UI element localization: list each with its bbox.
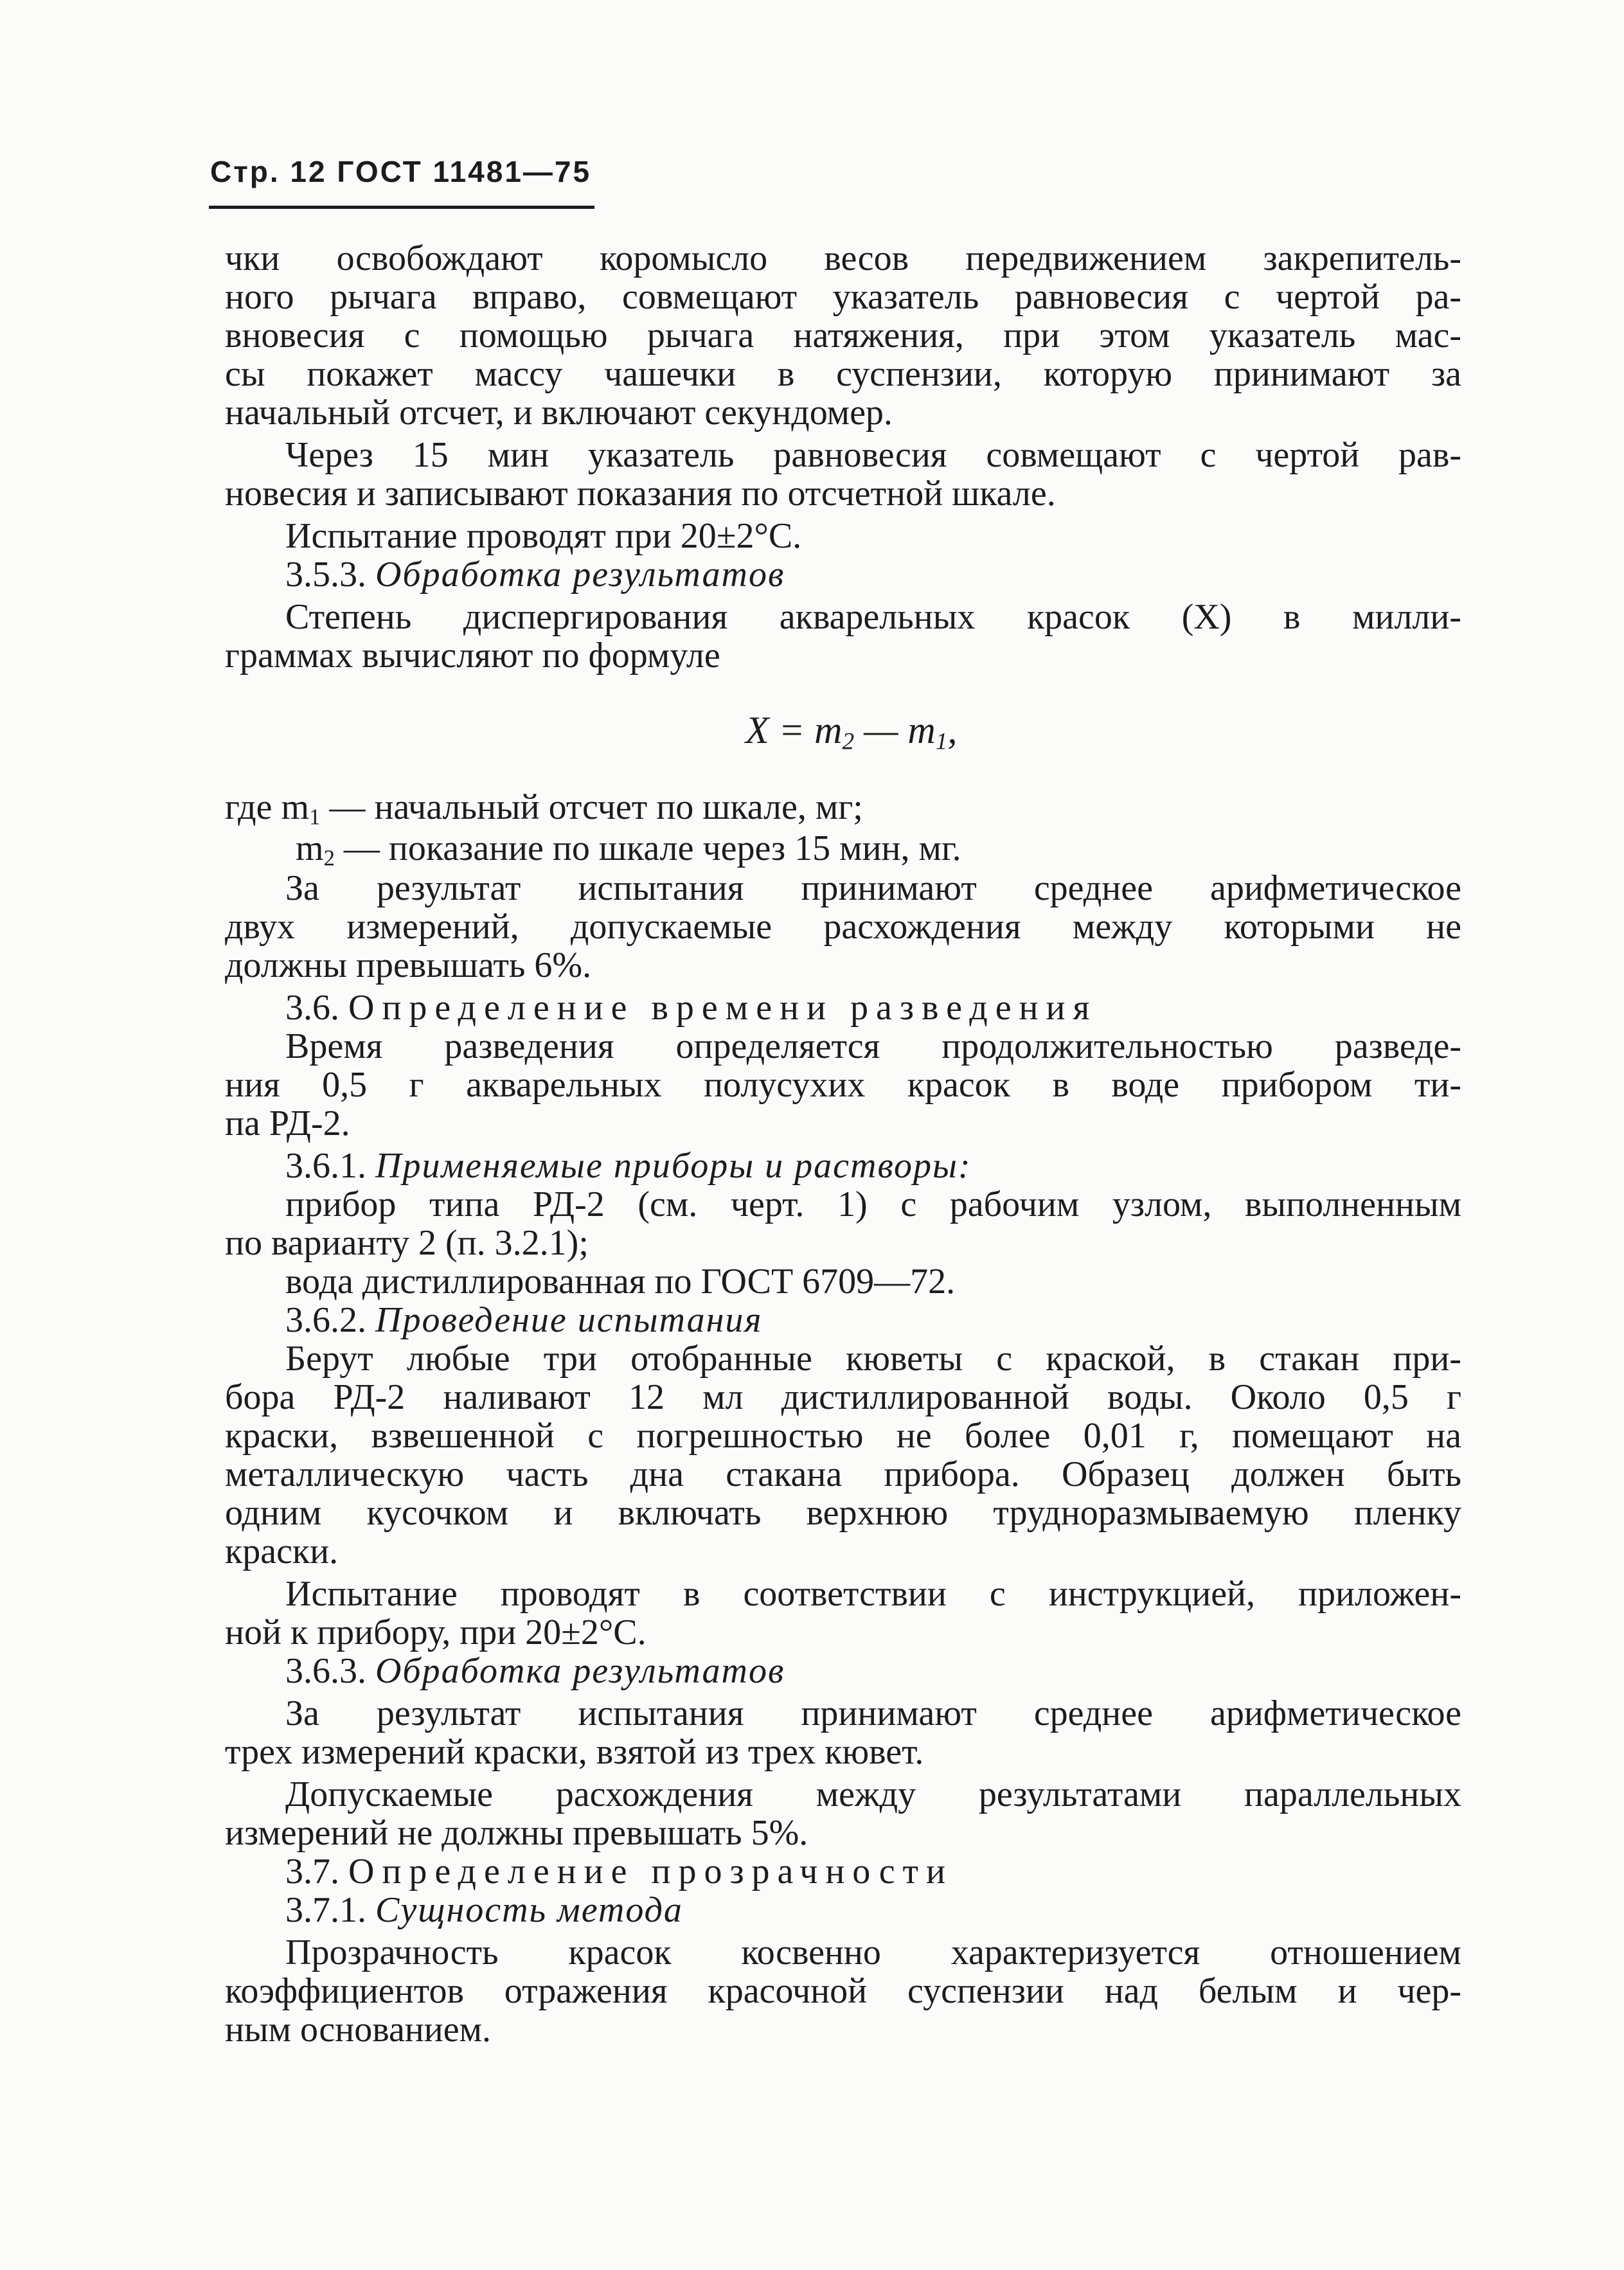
section-heading-3-7-1 — [285, 1891, 1461, 1929]
text-line: новесия и записывают показания по отсчетной шкале. — [225, 474, 1056, 514]
text-line: Берут любые три отобранные кюветы с краской, в стакан при- — [285, 1339, 1461, 1379]
section-title: Определение времени разведения — [348, 988, 1098, 1028]
text-line: сы покажет массу чашечки в суспензии, которую принимают за — [225, 354, 1461, 394]
text-line: За результат испытания принимают среднее арифметическое — [285, 868, 1461, 908]
text-line: Прозрачность красок косвенно характеризуется отношением — [285, 1933, 1461, 1972]
section-title: Обработка результатов — [375, 1651, 785, 1691]
formula-legend-m2: $m_2$ — показание по шкале через 15 мин, мг. — [296, 828, 961, 871]
section-number: 3.5.3. — [285, 555, 366, 594]
text-line: вода дистиллированная по ГОСТ 6709—72. — [285, 1262, 956, 1301]
text-line: краски, взвешенной с погрешностью не более 0,01 г, помещают на — [225, 1416, 1461, 1456]
text-line: ния 0,5 г акварельных полусухих красок в воде прибором ти- — [225, 1065, 1461, 1105]
text-line: коэффициентов отражения красочной суспензии над белым и чер- — [225, 1971, 1461, 2011]
formula-legend-m1: где $m_1$ — начальный отсчет по шкале, мг; — [225, 787, 863, 830]
text-line: должны превышать 6%. — [225, 945, 592, 985]
section-number: 3.6.1. — [285, 1146, 366, 1186]
text-line: начальный отсчет, и включают секундомер. — [225, 393, 893, 433]
text-line: одним кусочком и включать верхнюю трудноразмываемую пленку — [225, 1493, 1461, 1533]
section-number: 3.6.3. — [285, 1651, 366, 1691]
text-line: измерений не должны превышать 5%. — [225, 1813, 808, 1853]
section-number: 3.7. — [285, 1852, 339, 1891]
formula: $X = m_2$ — $m_1$, — [745, 709, 958, 755]
text-line: За результат испытания принимают среднее арифметическое — [285, 1694, 1461, 1733]
text-line: Степень диспергирования акварельных красок (X) в милли- — [285, 597, 1461, 637]
text-line: чки освобождают коромысло весов передвижением закрепитель- — [225, 238, 1461, 278]
section-title: Сущность метода — [375, 1890, 683, 1930]
text-line: краски. — [225, 1532, 339, 1571]
text-line: по варианту 2 (п. 3.2.1); — [225, 1223, 589, 1263]
section-number: 3.6.2. — [285, 1300, 366, 1340]
section-heading-3-6-1 — [285, 1147, 1461, 1185]
text-line: вновесия с помощью рычага натяжения, при этом указатель мас- — [225, 316, 1461, 355]
header-rule — [209, 206, 594, 209]
text-line: ной к прибору, при 20±2°С. — [225, 1613, 647, 1652]
text-line: Испытание проводят в соответствии с инструкцией, приложен- — [285, 1574, 1461, 1614]
text-line: па РД-2. — [225, 1104, 350, 1143]
section-title: Определение прозрачности — [348, 1852, 953, 1891]
text-line: ным основанием. — [225, 2010, 492, 2050]
text-line: двух измерений, допускаемые расхождения между которыми не — [225, 907, 1461, 947]
text-line: Через 15 мин указатель равновесия совмещают с чертой рав- — [285, 435, 1461, 475]
section-heading-3-5-3 — [285, 555, 1461, 594]
section-heading-3-6 — [285, 988, 1461, 1027]
text-line: прибор типа РД-2 (см. черт. 1) с рабочим узлом, выполненным — [285, 1184, 1461, 1224]
text-line: Испытание проводят при 20±2°С. — [285, 516, 802, 556]
text-line: Допускаемые расхождения между результатами параллельных — [285, 1774, 1461, 1814]
section-number: 3.7.1. — [285, 1890, 366, 1930]
page-header: Стр. 12 ГОСТ 11481—75 — [210, 155, 592, 188]
text-line: ного рычага вправо, совмещают указатель равновесия с чертой ра- — [225, 277, 1461, 317]
section-heading-3-7 — [285, 1852, 1461, 1891]
section-heading-3-6-2 — [285, 1301, 1461, 1339]
section-title: Применяемые приборы и растворы: — [375, 1146, 972, 1186]
section-title: Проведение испытания — [375, 1300, 763, 1340]
text-line: бора РД-2 наливают 12 мл дистиллированной воды. Около 0,5 г — [225, 1377, 1461, 1417]
section-number: 3.6. — [285, 988, 339, 1028]
text-line: граммах вычисляют по формуле — [225, 636, 720, 675]
section-title: Обработка результатов — [375, 555, 785, 594]
text-line: металлическую часть дна стакана прибора. Образец должен быть — [225, 1454, 1461, 1494]
text-line: трех измерений краски, взятой из трех кювет. — [225, 1732, 924, 1772]
section-heading-3-6-3 — [285, 1652, 1461, 1690]
text-line: Время разведения определяется продолжительностью разведе- — [285, 1026, 1461, 1066]
